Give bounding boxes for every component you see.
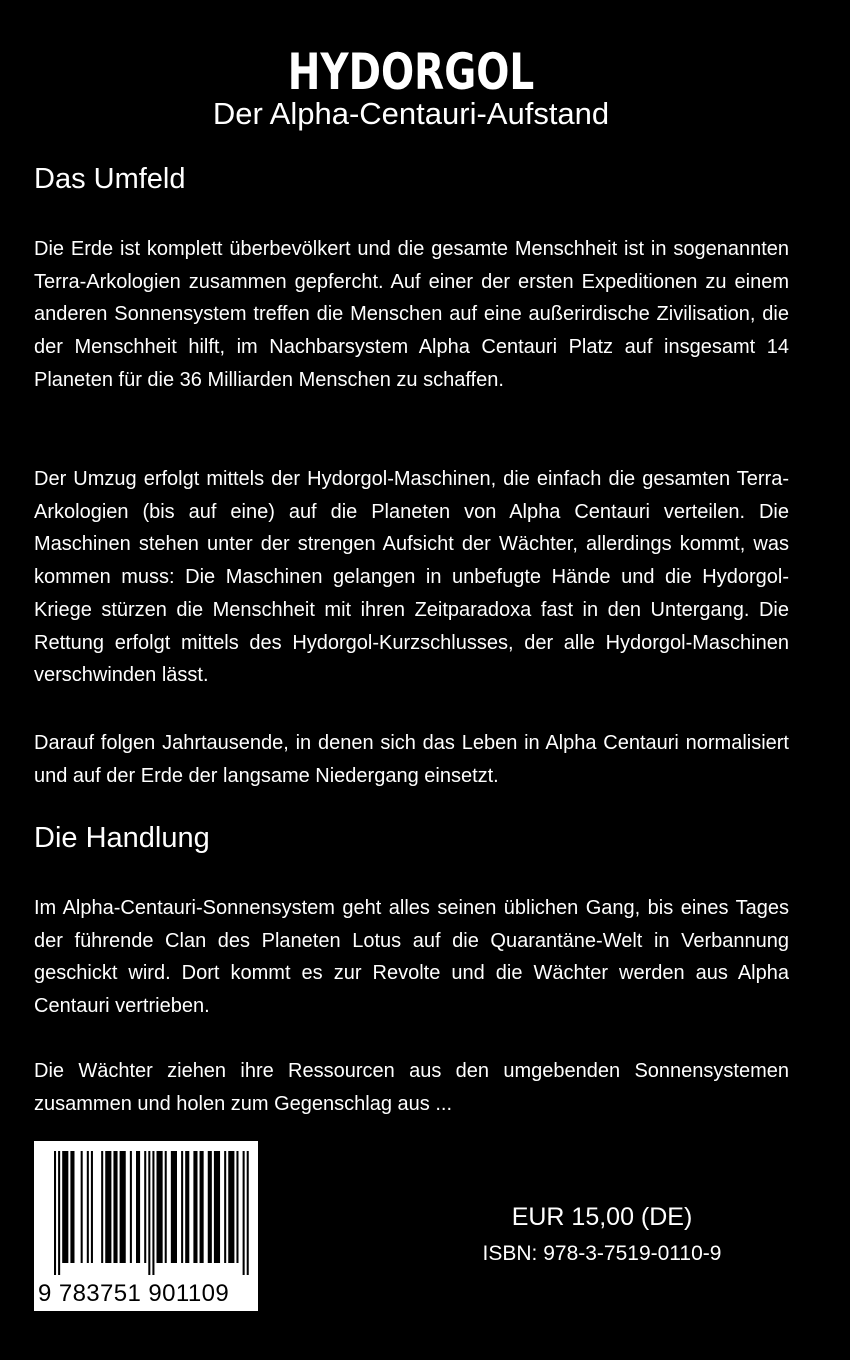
barcode-bar — [130, 1151, 132, 1263]
barcode-bar — [136, 1151, 140, 1263]
barcode-digits: 9 783751 901109 — [38, 1280, 230, 1307]
barcode-bar — [247, 1151, 249, 1275]
barcode-bar — [224, 1151, 226, 1263]
barcode-bar — [243, 1151, 245, 1275]
barcode-bar — [120, 1151, 126, 1263]
barcode-bar — [208, 1151, 212, 1263]
barcode-bar — [87, 1151, 89, 1263]
paragraph-umfeld-3: Darauf folgen Jahrtausende, in denen sich das Leben in Alpha Centauri normalisiert und auf der Erde der langsame Niedergang einsetzt. — [34, 732, 789, 787]
barcode-bar — [185, 1151, 189, 1263]
barcode-bar — [148, 1151, 150, 1275]
barcode-bar — [200, 1151, 204, 1263]
book-subtitle: Der Alpha-Centauri-Aufstand — [212, 96, 610, 131]
barcode-bar — [91, 1151, 93, 1263]
paragraph-umfeld-1: Die Erde ist komplett überbevölkert und die gesamte Menschheit ist in sogenannten Terra-Arkologien zusammen gepfercht. Auf einer der ersten Expeditionen zu einem anderen Sonnensystem treffen die Menschen auf eine außerirdische Zivilisation, die der Menschheit hilft, im Nachbarsystem Alpha Centauri Platz auf insgesamt 14 Planeten für die 36 Milliarden Menschen zu schaffen. — [34, 238, 789, 391]
section-heading-handlung: Die Handlung — [34, 822, 210, 854]
barcode-bar — [171, 1151, 177, 1263]
barcode-bar — [81, 1151, 83, 1263]
barcode-bar — [70, 1151, 74, 1263]
barcode-bar — [157, 1151, 163, 1263]
barcode-bar — [144, 1151, 146, 1263]
barcode-bar — [54, 1151, 56, 1275]
barcode-bar — [236, 1151, 238, 1263]
barcode-bars — [34, 1141, 258, 1281]
book-title: HYDORGOL — [287, 43, 535, 101]
barcode-bar — [165, 1151, 167, 1263]
section-heading-umfeld: Das Umfeld — [34, 163, 186, 195]
price-label: EUR 15,00 (DE) — [511, 1203, 693, 1231]
barcode-bar — [113, 1151, 117, 1263]
paragraph-umfeld-2: Der Umzug erfolgt mittels der Hydorgol-Maschinen, die einfach die gesamten Terra-Arkologien (bis auf eine) auf die Planeten von Alpha Centauri verteilen. Die Maschinen stehen unter der strengen Aufsicht der Wächter, allerdings kommt, was kommen muss: Die Maschinen gelangen in unbefugte Hände und die Hydorgol-Kriege stürzen die Menschheit mit ihren Zeitparadoxa fast in den Untergang. Die Rettung erfolgt mittels des Hydorgol-Kurzschlusses, der alle Hydorgol-Maschinen verschwinden lässt. — [34, 468, 789, 687]
barcode-bar — [105, 1151, 111, 1263]
paragraph-handlung-1: Im Alpha-Centauri-Sonnensystem geht alles seinen üblichen Gang, bis eines Tages der führende Clan des Planeten Lotus auf die Quarantäne-Welt in Verbannung geschickt wird. Dort kommt es zur Revolte und die Wächter werden aus Alpha Centauri vertrieben. — [34, 897, 789, 1018]
barcode-bar — [228, 1151, 234, 1263]
barcode-bar — [181, 1151, 183, 1263]
barcode-bar — [193, 1151, 197, 1263]
paragraph-handlung-2: Die Wächter ziehen ihre Ressourcen aus den umgebenden Sonnensystemen zusammen und holen zum Gegenschlag aus ... — [34, 1060, 789, 1115]
barcode-bar — [214, 1151, 220, 1263]
barcode-bar — [101, 1151, 103, 1263]
barcode-bar — [58, 1151, 60, 1275]
barcode-bar — [152, 1151, 154, 1275]
isbn-label: ISBN: 978-3-7519-0110-9 — [482, 1242, 722, 1265]
isbn-barcode — [34, 1141, 258, 1311]
barcode-bar — [62, 1151, 68, 1263]
